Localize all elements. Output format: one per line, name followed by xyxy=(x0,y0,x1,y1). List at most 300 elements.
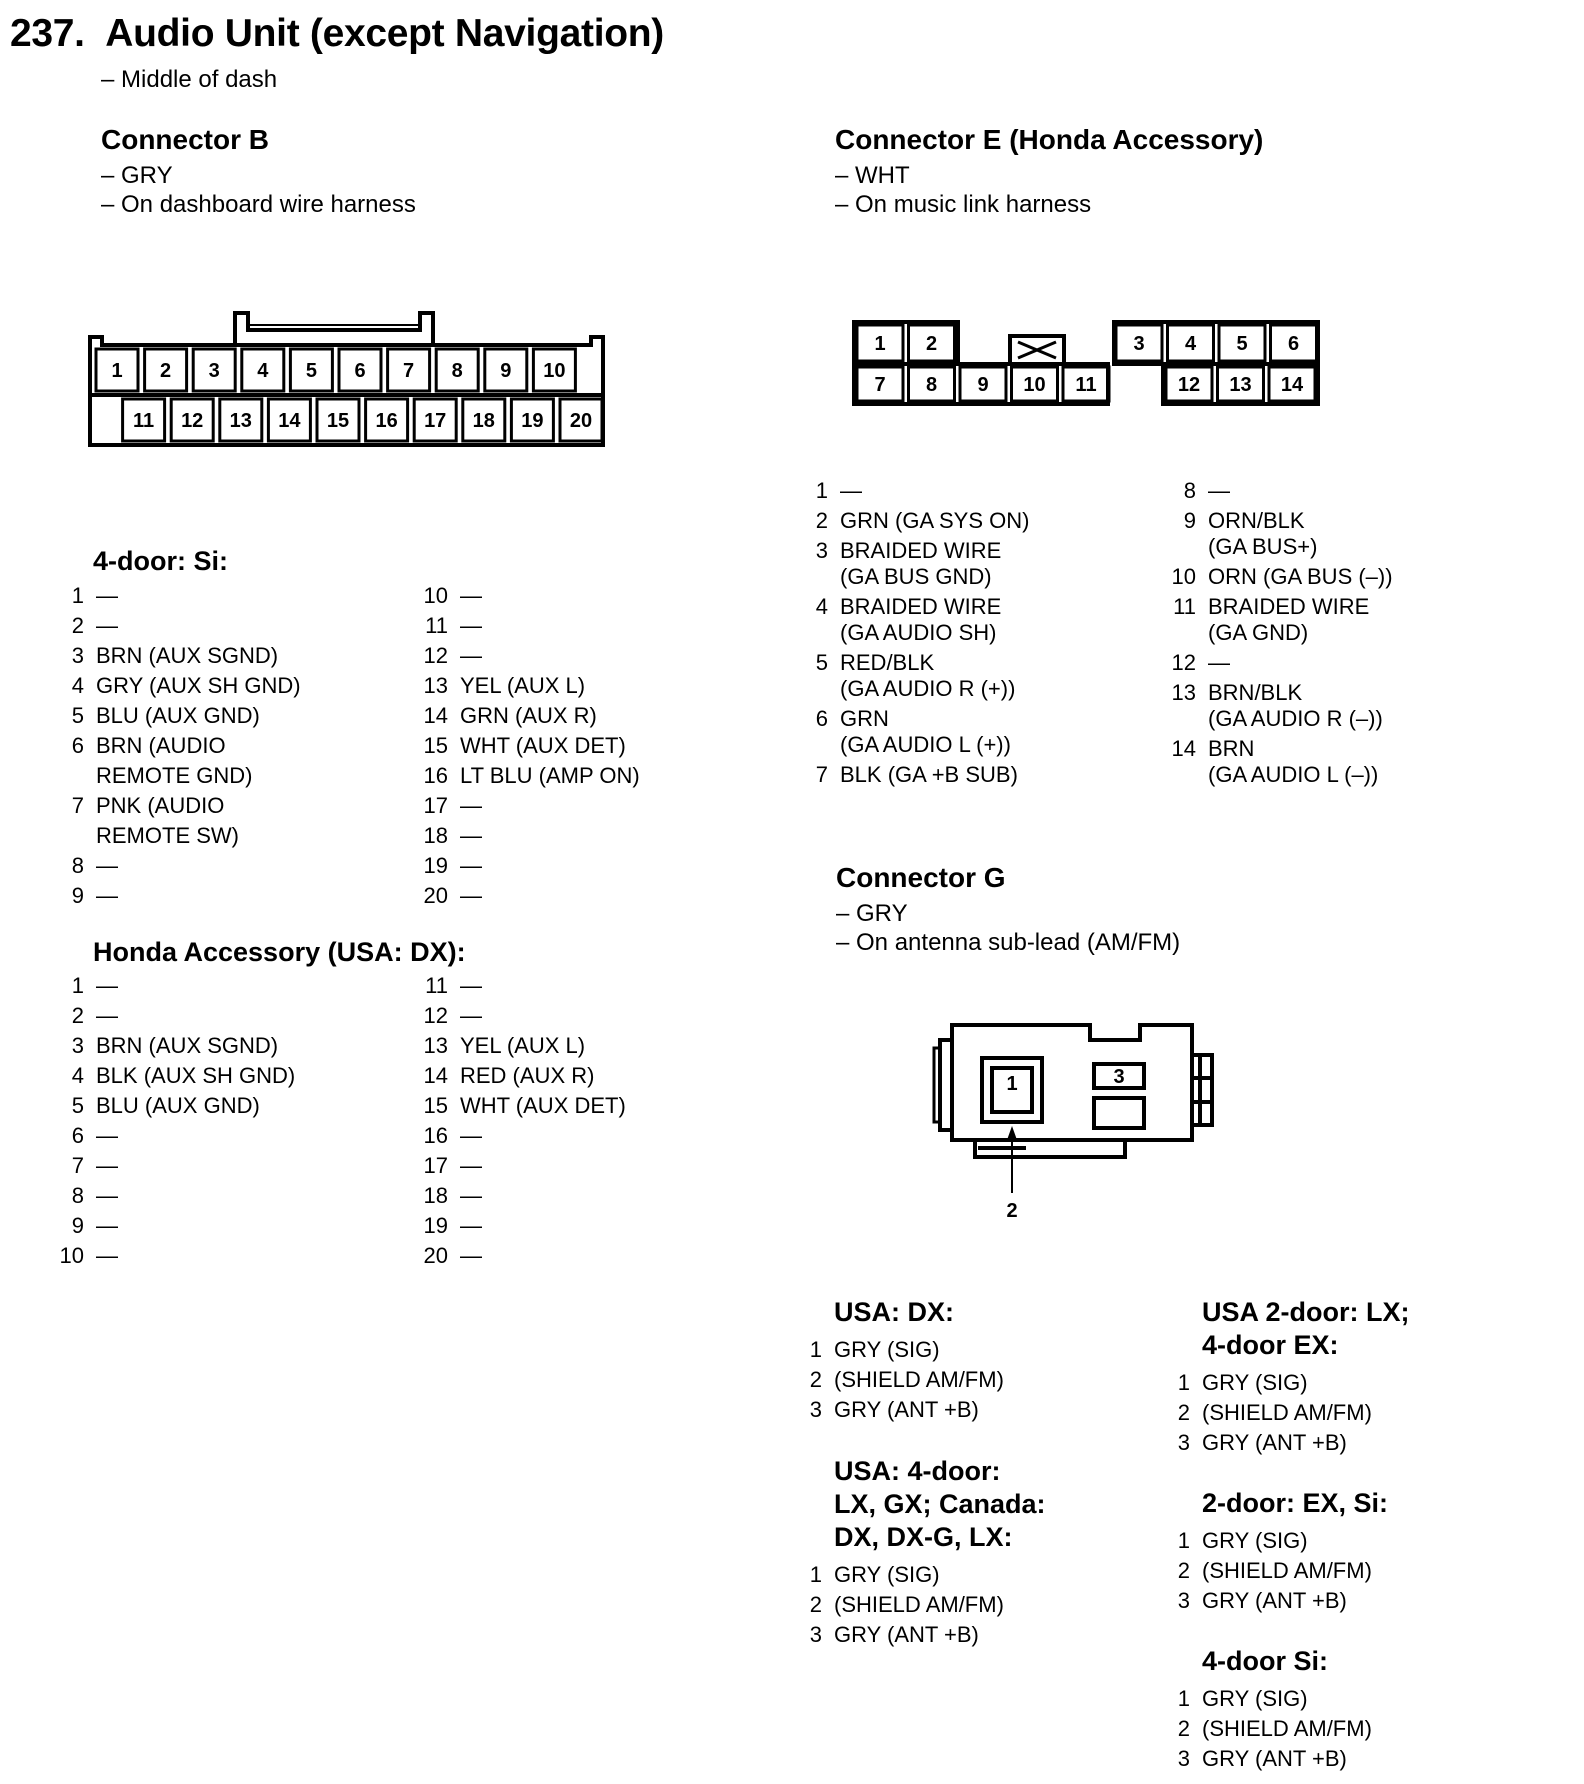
pin-number: 1 xyxy=(809,1337,822,1362)
connector-e-pin-6 xyxy=(800,706,1029,758)
pin-wire: GRY (SIG) xyxy=(834,1337,940,1362)
group-heading xyxy=(1202,1487,1388,1520)
pin-number: 4 xyxy=(815,594,828,619)
connector-b-pin-11: 11 xyxy=(133,410,155,433)
pin-wire: — xyxy=(460,973,482,998)
accessory-pin-6 xyxy=(56,1121,295,1151)
connector-g-pin-3 xyxy=(794,1395,1004,1425)
pin-number: 15 xyxy=(423,1093,448,1118)
pin-wire: BLK (GA +B SUB) xyxy=(840,762,1018,787)
connector-e-pin-11 xyxy=(1168,594,1393,646)
connector-b-pin-8: 8 xyxy=(451,360,463,383)
connector-e-pin-8 xyxy=(1168,478,1393,504)
group-heading xyxy=(1202,1296,1409,1362)
pin-number: 13 xyxy=(423,1033,448,1058)
connector-e-pin-1 xyxy=(800,478,1029,504)
si-pin-1 xyxy=(56,581,301,611)
connector-b-pin-2: 2 xyxy=(160,360,172,383)
si-pin-17 xyxy=(420,791,640,821)
group-heading-line: 4-door EX: xyxy=(1202,1330,1339,1360)
si-pin-5 xyxy=(56,701,301,731)
pin-wire: (GA GND) xyxy=(1208,620,1309,645)
connector-e-pin-3: 3 xyxy=(1133,333,1145,356)
pin-wire: (SHIELD AM/FM) xyxy=(1202,1558,1372,1583)
pin-wire: BLU (AUX GND) xyxy=(96,703,260,728)
si-pin-20 xyxy=(420,881,640,911)
variant-accessory-right-list xyxy=(420,971,626,1271)
pin-wire: — xyxy=(96,1003,118,1028)
pin-number: 7 xyxy=(815,762,828,787)
pin-wire: BRN (AUX SGND) xyxy=(96,1033,279,1058)
connector-e-pin-7 xyxy=(800,762,1029,788)
connector-e-pin-5 xyxy=(800,650,1029,702)
variant-accessory-heading: Honda Accessory (USA: DX): xyxy=(93,937,466,967)
pin-wire: LT BLU (AMP ON) xyxy=(460,763,640,788)
accessory-pin-19 xyxy=(420,1211,626,1241)
pin-wire: GRY (SIG) xyxy=(1202,1370,1308,1395)
pin-number: 19 xyxy=(423,853,448,878)
group-heading-line: 2-door: EX, Si: xyxy=(1202,1488,1389,1518)
group-heading-line: USA: 4-door: xyxy=(834,1456,1001,1486)
pin-number: 9 xyxy=(71,1213,84,1238)
pin-wire: GRY (ANT +B) xyxy=(1202,1588,1347,1613)
si-pin-16 xyxy=(420,761,640,791)
connector-b-bottom-row xyxy=(123,399,602,441)
pin-number: 3 xyxy=(809,1397,822,1422)
pin-wire: — xyxy=(840,478,862,503)
accessory-pin-14 xyxy=(420,1061,626,1091)
pin-wire: — xyxy=(96,883,118,908)
connector-b-color: – GRY xyxy=(101,162,173,189)
variant-si-left-list xyxy=(56,581,301,911)
pin-wire: WHT (AUX DET) xyxy=(460,1093,626,1118)
pin-wire: (GA AUDIO L (+)) xyxy=(840,732,1011,757)
group-pin-list xyxy=(1162,1526,1388,1616)
connector-e-pin-6: 6 xyxy=(1287,333,1300,356)
pin-wire: GRY (ANT +B) xyxy=(834,1397,979,1422)
pin-number: 5 xyxy=(71,703,84,728)
group-heading xyxy=(1202,1645,1372,1678)
pin-number: 20 xyxy=(423,1243,448,1268)
variant-si-right-list xyxy=(420,581,640,911)
connector-e-heading: Connector E (Honda Accessory) xyxy=(835,124,1264,155)
pin-wire: WHT (AUX DET) xyxy=(460,733,626,758)
si-pin-10 xyxy=(420,581,640,611)
pin-number: 18 xyxy=(423,823,448,848)
pin-wire: — xyxy=(460,883,482,908)
pin-number: 16 xyxy=(423,1123,448,1148)
pin-number: 10 xyxy=(423,583,448,608)
pin-number: 11 xyxy=(1173,594,1196,619)
pin-wire: GRY (ANT +B) xyxy=(834,1622,979,1647)
connector-e-pin-7: 7 xyxy=(874,374,886,397)
pin-wire: BRN xyxy=(1208,736,1255,761)
pin-wire: — xyxy=(96,1123,118,1148)
si-pin-4 xyxy=(56,671,301,701)
connector-b-pin-1: 1 xyxy=(111,360,123,383)
connector-e-pin-3 xyxy=(800,538,1029,590)
connector-b-pin-13: 13 xyxy=(229,410,252,433)
pin-wire: REMOTE GND) xyxy=(96,763,253,788)
si-pin-14 xyxy=(420,701,640,731)
connector-e-pin-10: 10 xyxy=(1023,374,1046,397)
connector-e-left-list xyxy=(800,478,1029,792)
pin-wire: — xyxy=(96,1243,118,1268)
pin-number: 3 xyxy=(71,643,84,668)
connector-g-heading: Connector G xyxy=(836,862,1006,893)
connector-e-pin-14 xyxy=(1168,736,1393,788)
title-number: 237. xyxy=(10,12,85,55)
accessory-pin-12 xyxy=(420,1001,626,1031)
pin-wire: BRN (AUX SGND) xyxy=(96,643,279,668)
connector-g-group-usa-dx xyxy=(800,1296,1004,1425)
pin-wire: REMOTE SW) xyxy=(96,823,239,848)
pin-number: 3 xyxy=(1177,1588,1190,1613)
pin-wire: (GA AUDIO L (–)) xyxy=(1208,762,1379,787)
connector-e-pin-14: 14 xyxy=(1280,374,1304,397)
pin-wire: — xyxy=(1208,478,1230,503)
pin-number: 1 xyxy=(71,973,84,998)
pin-number: 2 xyxy=(71,1003,84,1028)
pin-wire: — xyxy=(460,853,482,878)
connector-b-pin-7: 7 xyxy=(403,360,415,383)
pin-number: 9 xyxy=(71,883,84,908)
pin-number: 12 xyxy=(423,643,448,668)
title-text: Audio Unit (except Navigation) xyxy=(105,12,664,55)
pin-wire: GRN (AUX R) xyxy=(460,703,597,728)
pin-number: 3 xyxy=(1177,1746,1190,1771)
connector-b-pin-10: 10 xyxy=(543,360,566,383)
connector-e-pin-9: 9 xyxy=(977,374,989,397)
connector-e-color: – WHT xyxy=(835,162,910,189)
group-pin-list xyxy=(794,1560,1046,1650)
pin-number: 8 xyxy=(71,1183,84,1208)
group-pin-list xyxy=(794,1335,1004,1425)
accessory-pin-4 xyxy=(56,1061,295,1091)
group-heading xyxy=(834,1296,1004,1329)
group-heading-line: DX, DX-G, LX: xyxy=(834,1522,1013,1552)
connector-e-pin-2: 2 xyxy=(925,333,938,356)
pin-number: 2 xyxy=(809,1592,822,1617)
pin-number: 1 xyxy=(71,583,84,608)
accessory-pin-20 xyxy=(420,1241,626,1271)
connector-b-pin-5: 5 xyxy=(305,360,317,383)
pin-wire: — xyxy=(96,1153,118,1178)
connector-b-pin-6: 6 xyxy=(354,360,366,383)
pin-wire: BRAIDED WIRE xyxy=(840,594,1002,619)
pin-number: 1 xyxy=(809,1562,822,1587)
connector-b-pin-3: 3 xyxy=(208,360,220,383)
pin-wire: BRAIDED WIRE xyxy=(1208,594,1370,619)
accessory-pin-2 xyxy=(56,1001,295,1031)
pin-wire: (SHIELD AM/FM) xyxy=(1202,1400,1372,1425)
connector-b-pin-16: 16 xyxy=(375,410,398,433)
pin-wire: — xyxy=(96,613,118,638)
pin-number: 15 xyxy=(423,733,448,758)
connector-e-pin-13: 13 xyxy=(1229,374,1252,397)
connector-e-pin-10 xyxy=(1168,564,1393,590)
pin-number: 3 xyxy=(815,538,828,563)
connector-g-pin-2: 2 xyxy=(1006,1200,1018,1222)
pin-wire: — xyxy=(460,1183,482,1208)
si-pin-7 xyxy=(56,791,301,851)
pin-wire: — xyxy=(460,1243,482,1268)
pin-number: 2 xyxy=(809,1367,822,1392)
pin-wire: RED (AUX R) xyxy=(460,1063,595,1088)
connector-e-diagram xyxy=(848,316,1330,410)
pin-wire: PNK (AUDIO xyxy=(96,793,225,818)
group-pin-list xyxy=(1162,1684,1372,1774)
accessory-pin-13 xyxy=(420,1031,626,1061)
group-heading-line: USA: DX: xyxy=(834,1297,954,1327)
connector-e-location: – On music link harness xyxy=(835,191,1092,218)
si-pin-3 xyxy=(56,641,301,671)
accessory-pin-11 xyxy=(420,971,626,1001)
pin-number: 20 xyxy=(423,883,448,908)
pin-number: 7 xyxy=(71,793,84,818)
pin-wire: GRY (SIG) xyxy=(834,1562,940,1587)
connector-b-pin-9: 9 xyxy=(500,360,512,383)
connector-b-pin-15: 15 xyxy=(326,410,350,433)
pin-wire: — xyxy=(96,1183,118,1208)
pin-number: 7 xyxy=(71,1153,84,1178)
pin-number: 17 xyxy=(423,1153,448,1178)
si-pin-12 xyxy=(420,641,640,671)
connector-e-pin-5: 5 xyxy=(1236,333,1248,356)
pin-wire: — xyxy=(460,583,482,608)
connector-b-top-row xyxy=(96,349,575,391)
pin-wire: — xyxy=(96,1213,118,1238)
connector-g-pin-2 xyxy=(794,1590,1046,1620)
pin-wire: GRY (SIG) xyxy=(1202,1686,1308,1711)
si-pin-8 xyxy=(56,851,301,881)
accessory-pin-16 xyxy=(420,1121,626,1151)
pin-number: 2 xyxy=(1177,1400,1190,1425)
pin-wire: ORN/BLK xyxy=(1208,508,1305,533)
connector-e-bottom-row xyxy=(857,367,1315,401)
pin-number: 1 xyxy=(815,478,828,503)
pin-wire: (SHIELD AM/FM) xyxy=(834,1367,1004,1392)
accessory-pin-10 xyxy=(56,1241,295,1271)
connector-g-pin-2 xyxy=(1162,1556,1388,1586)
pin-wire: (GA BUS+) xyxy=(1208,534,1318,559)
pin-wire: GRY (ANT +B) xyxy=(1202,1746,1347,1771)
variant-si-heading: 4-door: Si: xyxy=(93,546,228,576)
pin-number: 12 xyxy=(423,1003,448,1028)
pin-number: 17 xyxy=(423,793,448,818)
group-heading-line: USA 2-door: LX; xyxy=(1202,1297,1410,1327)
pin-number: 6 xyxy=(71,1123,84,1148)
connector-g-pin-2 xyxy=(1162,1714,1372,1744)
pin-wire: (GA AUDIO R (–)) xyxy=(1208,706,1383,731)
pin-wire: — xyxy=(96,973,118,998)
si-pin-6 xyxy=(56,731,301,791)
connector-e-pin-4: 4 xyxy=(1184,333,1197,356)
pin-wire: — xyxy=(460,1123,482,1148)
connector-b-pin-19: 19 xyxy=(521,410,544,433)
pin-number: 11 xyxy=(425,973,448,998)
pin-wire: GRY (AUX SH GND) xyxy=(96,673,301,698)
pin-wire: — xyxy=(1208,650,1230,675)
accessory-pin-3 xyxy=(56,1031,295,1061)
pin-number: 1 xyxy=(1177,1686,1190,1711)
connector-g-pin-3 xyxy=(1162,1428,1409,1458)
connector-g-pin-1 xyxy=(1162,1684,1372,1714)
connector-g-pin-2 xyxy=(1162,1398,1409,1428)
pin-wire: (SHIELD AM/FM) xyxy=(1202,1716,1372,1741)
connector-b-location: – On dashboard wire harness xyxy=(101,191,416,218)
group-heading-line: 4-door Si: xyxy=(1202,1646,1328,1676)
page-title xyxy=(10,12,664,56)
pin-number: 10 xyxy=(59,1243,84,1268)
pin-wire: — xyxy=(96,583,118,608)
pin-number: 13 xyxy=(423,673,448,698)
pin-number: 14 xyxy=(423,703,448,728)
pin-wire: BRN (AUDIO xyxy=(96,733,226,758)
pin-wire: BRAIDED WIRE xyxy=(840,538,1002,563)
pin-wire: GRN (GA SYS ON) xyxy=(840,508,1030,533)
connector-e-pin-9 xyxy=(1168,508,1393,560)
group-pin-list xyxy=(1162,1368,1409,1458)
group-heading xyxy=(834,1455,1046,1554)
pin-number: 2 xyxy=(815,508,828,533)
pin-number: 10 xyxy=(1171,564,1196,589)
connector-g-pin-1 xyxy=(1162,1368,1409,1398)
page-location: – Middle of dash xyxy=(101,66,278,93)
connector-g-pin-1 xyxy=(1162,1526,1388,1556)
pin-wire: — xyxy=(460,1213,482,1238)
si-pin-13 xyxy=(420,671,640,701)
pin-wire: (GA BUS GND) xyxy=(840,564,992,589)
connector-g-color: – GRY xyxy=(836,900,908,927)
pin-number: 5 xyxy=(71,1093,84,1118)
pin-number: 1 xyxy=(1177,1528,1190,1553)
pin-number: 2 xyxy=(1177,1558,1190,1583)
connector-b-pin-14: 14 xyxy=(278,410,301,433)
pin-wire: — xyxy=(460,823,482,848)
connector-g-pin-2 xyxy=(794,1365,1004,1395)
connector-g-location: – On antenna sub-lead (AM/FM) xyxy=(836,929,1181,956)
si-pin-9 xyxy=(56,881,301,911)
connector-g-pin-3: 3 xyxy=(1113,1066,1125,1088)
pin-number: 12 xyxy=(1171,650,1196,675)
pin-number: 14 xyxy=(1171,736,1196,761)
si-pin-11 xyxy=(420,611,640,641)
pin-wire: RED/BLK xyxy=(840,650,935,675)
connector-b-heading: Connector B xyxy=(101,124,269,155)
pin-number: 14 xyxy=(423,1063,448,1088)
pin-wire: GRY (SIG) xyxy=(1202,1528,1308,1553)
pin-wire: — xyxy=(460,643,482,668)
connector-b-pin-12: 12 xyxy=(181,410,204,433)
connector-b-diagram xyxy=(80,305,620,455)
pin-wire: GRY (ANT +B) xyxy=(1202,1430,1347,1455)
si-pin-19 xyxy=(420,851,640,881)
pin-wire: — xyxy=(460,613,482,638)
pin-number: 3 xyxy=(71,1033,84,1058)
pin-number: 6 xyxy=(815,706,828,731)
accessory-pin-18 xyxy=(420,1181,626,1211)
connector-g-group-4door-si xyxy=(1168,1645,1372,1774)
connector-e-pin-11: 11 xyxy=(1075,374,1097,397)
group-heading-line: LX, GX; Canada: xyxy=(834,1489,1046,1519)
pin-number: 3 xyxy=(1177,1430,1190,1455)
pin-number: 5 xyxy=(815,650,828,675)
connector-e-pin-8: 8 xyxy=(925,374,938,397)
pin-number: 11 xyxy=(425,613,448,638)
accessory-pin-15 xyxy=(420,1091,626,1121)
accessory-pin-17 xyxy=(420,1151,626,1181)
connector-e-pin-12 xyxy=(1168,650,1393,676)
pin-number: 13 xyxy=(1171,680,1196,705)
connector-e-top-row xyxy=(857,325,1317,361)
pin-wire: — xyxy=(460,1003,482,1028)
connector-b-pin-17: 17 xyxy=(424,410,447,433)
pin-number: 4 xyxy=(71,1063,84,1088)
pin-wire: BRN/BLK xyxy=(1208,680,1303,705)
pin-wire: BLK (AUX SH GND) xyxy=(96,1063,296,1088)
pin-wire: GRN xyxy=(840,706,889,731)
connector-b-pin-20: 20 xyxy=(569,410,593,433)
pin-number: 19 xyxy=(423,1213,448,1238)
connector-e-pin-2 xyxy=(800,508,1029,534)
accessory-pin-9 xyxy=(56,1211,295,1241)
connector-b-pin-4: 4 xyxy=(257,360,269,383)
connector-e-pin-13 xyxy=(1168,680,1393,732)
connector-g-group-usa-4door xyxy=(800,1455,1046,1650)
pin-wire: — xyxy=(460,1153,482,1178)
connector-g-pin-1: 1 xyxy=(1006,1073,1018,1095)
connector-g-diagram xyxy=(930,1010,1240,1230)
si-pin-18 xyxy=(420,821,640,851)
pin-wire: YEL (AUX L) xyxy=(460,1033,586,1058)
accessory-pin-5 xyxy=(56,1091,295,1121)
connector-e-pin-12: 12 xyxy=(1177,374,1201,397)
pin-number: 16 xyxy=(423,763,448,788)
connector-g-pin-1 xyxy=(794,1335,1004,1365)
pin-wire: (SHIELD AM/FM) xyxy=(834,1592,1004,1617)
pin-number: 4 xyxy=(71,673,84,698)
connector-g-group-usa-2door-lx xyxy=(1168,1296,1409,1458)
pin-number: 2 xyxy=(1177,1716,1190,1741)
pin-number: 2 xyxy=(71,613,84,638)
connector-g-pin-3 xyxy=(1162,1744,1372,1774)
pin-wire: — xyxy=(96,853,118,878)
pin-wire: YEL (AUX L) xyxy=(460,673,586,698)
pin-number: 8 xyxy=(1183,478,1196,503)
connector-g-pin-1 xyxy=(794,1560,1046,1590)
si-pin-2 xyxy=(56,611,301,641)
pin-number: 18 xyxy=(423,1183,448,1208)
pin-number: 9 xyxy=(1183,508,1196,533)
pin-wire: (GA AUDIO SH) xyxy=(840,620,997,645)
connector-e-right-list xyxy=(1168,478,1393,792)
pin-wire: ORN (GA BUS (–)) xyxy=(1208,564,1393,589)
connector-g-pin-3 xyxy=(794,1620,1046,1650)
pin-wire: — xyxy=(460,793,482,818)
accessory-pin-7 xyxy=(56,1151,295,1181)
si-pin-15 xyxy=(420,731,640,761)
pin-number: 3 xyxy=(809,1622,822,1647)
pin-number: 6 xyxy=(71,733,84,758)
connector-e-pin-1: 1 xyxy=(874,333,886,356)
pin-number: 8 xyxy=(71,853,84,878)
accessory-pin-1 xyxy=(56,971,295,1001)
connector-g-group-2door-ex-si xyxy=(1168,1487,1388,1616)
pin-wire: BLU (AUX GND) xyxy=(96,1093,260,1118)
pin-wire: (GA AUDIO R (+)) xyxy=(840,676,1016,701)
variant-accessory-left-list xyxy=(56,971,295,1271)
